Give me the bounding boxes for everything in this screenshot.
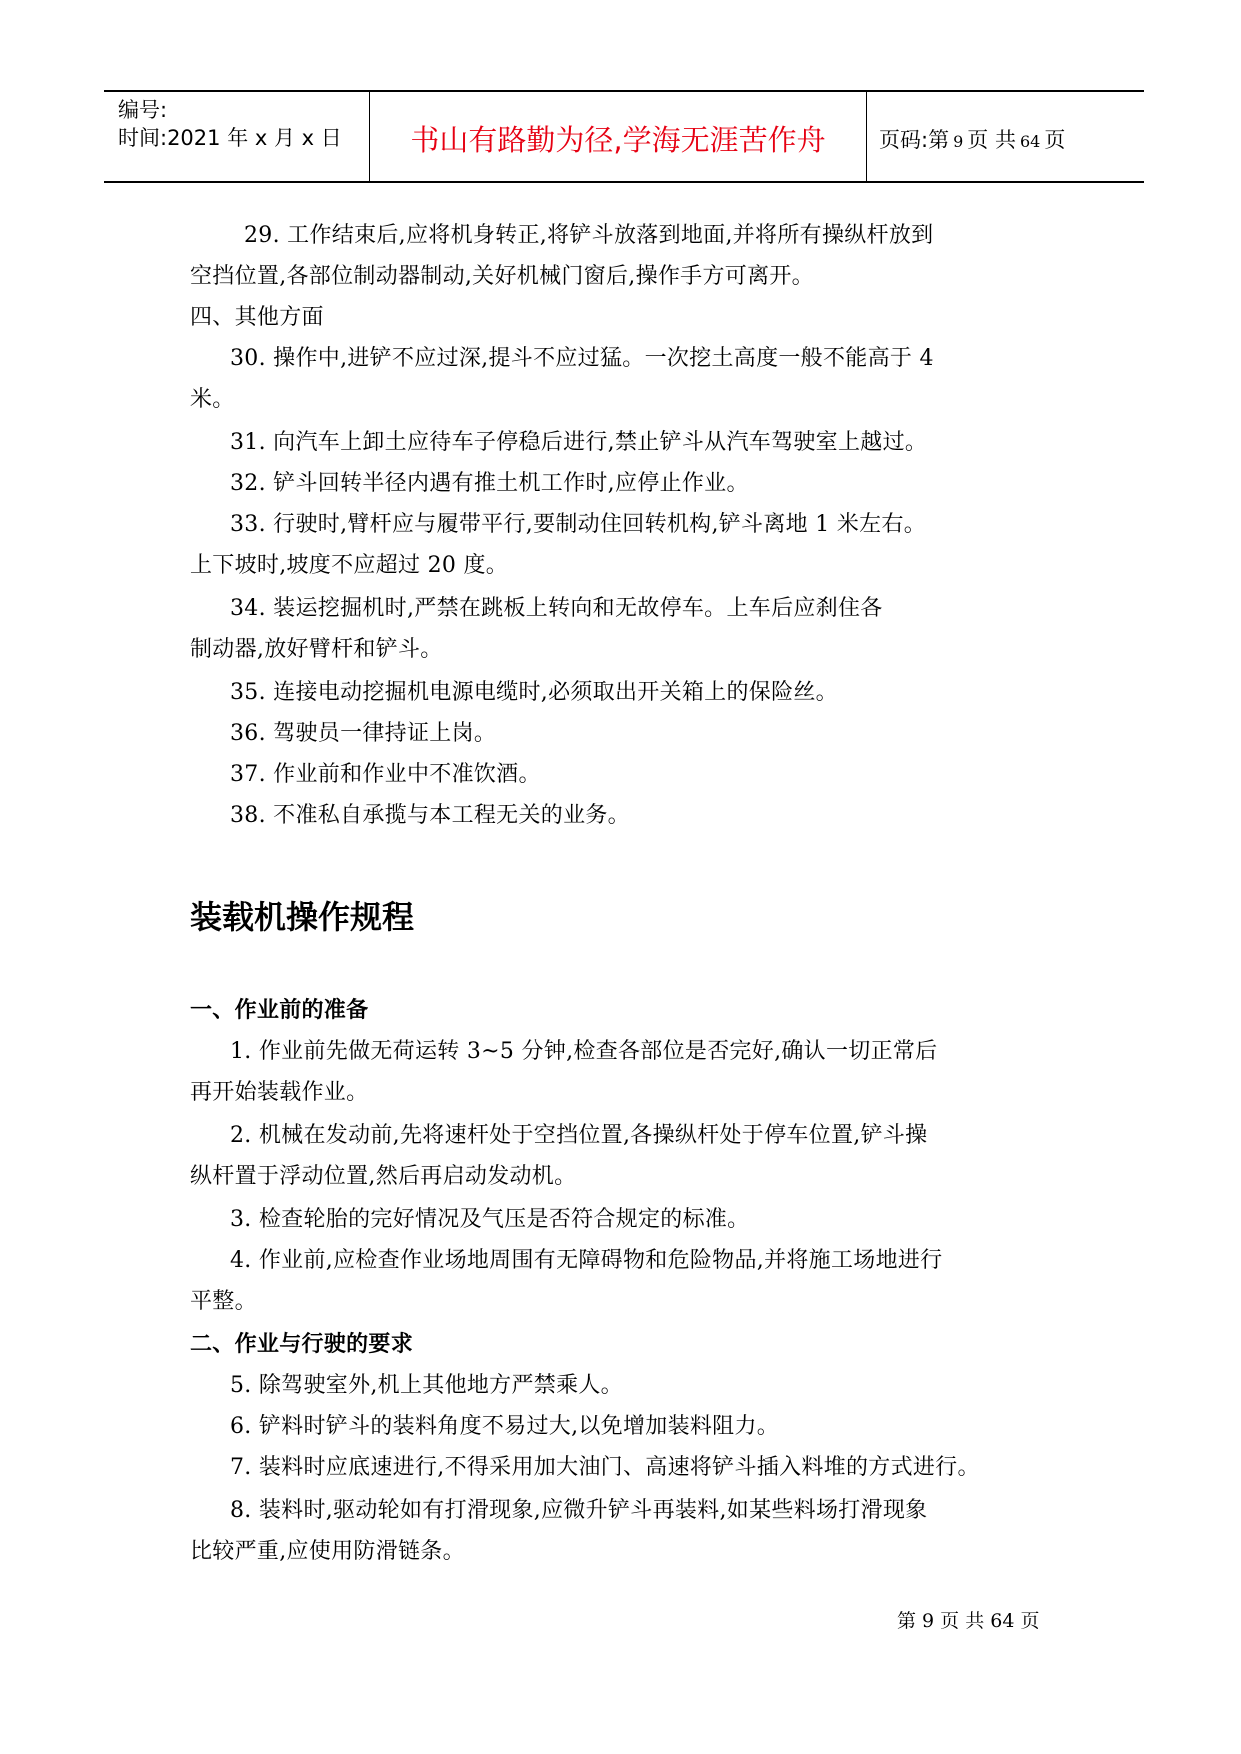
page-label-post: 页 — [1044, 128, 1066, 152]
paragraph-line: 36. 驾驶员一律持证上岗。 — [230, 721, 497, 746]
paragraph-line: 1. 作业前先做无荷运转 3~5 分钟,检查各部位是否完好,确认一切正常后 — [230, 1039, 938, 1064]
paragraph-line: 平整。 — [190, 1289, 257, 1314]
section-title: 装载机操作规程 — [190, 898, 415, 936]
number-label: 编号: — [118, 98, 168, 122]
page-label-pre: 页码:第 — [879, 128, 950, 152]
section-heading: 二、作业与行驶的要求 — [190, 1332, 414, 1357]
paragraph-line: 38. 不准私自承揽与本工程无关的业务。 — [230, 803, 630, 828]
page-footer: 第 9 页 共 64 页 — [897, 1610, 1040, 1632]
paragraph-line: 5. 除驾驶室外,机上其他地方严禁乘人。 — [230, 1373, 623, 1398]
paragraph-line: 2. 机械在发动前,先将速杆处于空挡位置,各操纵杆处于停车位置,铲斗操 — [230, 1123, 928, 1148]
paragraph-line: 33. 行驶时,臂杆应与履带平行,要制动住回转机构,铲斗离地 1 米左右。 — [230, 512, 927, 537]
paragraph-line: 制动器,放好臂杆和铲斗。 — [190, 637, 443, 662]
paragraph-line: 比较严重,应使用防滑链条。 — [190, 1539, 465, 1564]
paragraph-line: 29. 工作结束后,应将机身转正,将铲斗放落到地面,并将所有操纵杆放到 — [244, 223, 934, 248]
page-indicator — [879, 124, 1065, 154]
paragraph-line: 8. 装料时,驱动轮如有打滑现象,应微升铲斗再装料,如某些料场打滑现象 — [230, 1498, 928, 1523]
paragraph-line: 37. 作业前和作业中不准饮酒。 — [230, 762, 541, 787]
section-heading: 四、其他方面 — [190, 305, 324, 330]
paragraph-line: 31. 向汽车上卸土应待车子停稳后进行,禁止铲斗从汽车驾驶室上越过。 — [230, 430, 928, 455]
paragraph-line: 再开始装载作业。 — [190, 1080, 369, 1105]
paragraph-line: 30. 操作中,进铲不应过深,提斗不应过猛。一次挖土高度一般不能高于 4 — [230, 346, 934, 371]
paragraph-line: 空挡位置,各部位制动器制动,关好机械门窗后,操作手方可离开。 — [190, 264, 814, 289]
header-table — [104, 90, 1144, 183]
paragraph-line: 上下坡时,坡度不应超过 20 度。 — [190, 553, 509, 578]
paragraph-line: 6. 铲料时铲斗的装料角度不易过大,以免增加装料阻力。 — [230, 1414, 780, 1439]
paragraph-line: 3. 检查轮胎的完好情况及气压是否符合规定的标准。 — [230, 1207, 750, 1232]
paragraph-line: 35. 连接电动挖掘机电源电缆时,必须取出开关箱上的保险丝。 — [230, 680, 838, 705]
page-label-mid: 页 共 — [967, 128, 1016, 152]
paragraph-line: 4. 作业前,应检查作业场地周围有无障碍物和危险物品,并将施工场地进行 — [230, 1248, 943, 1273]
page-total: 64 — [1019, 132, 1041, 151]
header-right-cell — [867, 92, 1144, 181]
paragraph-line: 34. 装运挖掘机时,严禁在跳板上转向和无故停车。上车后应刹住各 — [230, 596, 883, 621]
header-left-cell — [104, 92, 369, 181]
paragraph-line: 纵杆置于浮动位置,然后再启动发动机。 — [190, 1164, 577, 1189]
paragraph-line: 7. 装料时应底速进行,不得采用加大油门、高速将铲斗插入料堆的方式进行。 — [230, 1455, 980, 1480]
header-center-cell — [369, 92, 867, 181]
paragraph-line: 米。 — [190, 387, 235, 412]
time-label: 时间:2021 年 x 月 x 日 — [118, 126, 342, 150]
page-number: 9 — [953, 132, 964, 151]
motto: 书山有路勤为径,学海无涯苦作舟 — [410, 123, 826, 157]
section-heading: 一、作业前的准备 — [190, 998, 369, 1023]
paragraph-line: 32. 铲斗回转半径内遇有推土机工作时,应停止作业。 — [230, 471, 749, 496]
